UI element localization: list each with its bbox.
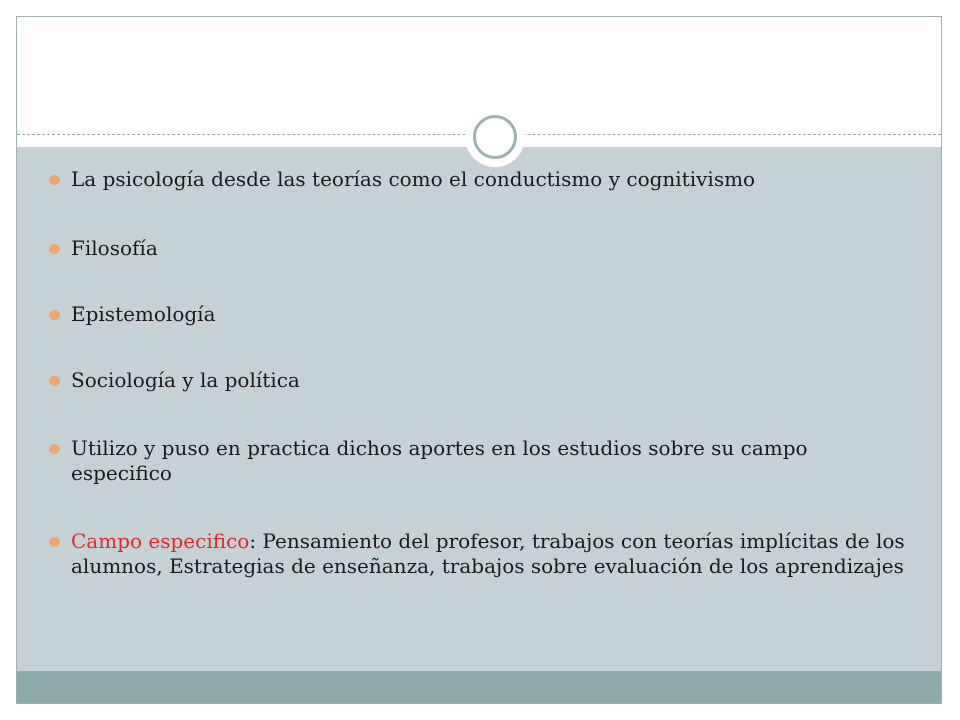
bullet-text: Filosofía: [71, 236, 158, 260]
footer-band: [17, 671, 941, 704]
bullet-text: [71, 529, 911, 579]
bullet-dot-icon: [49, 175, 60, 185]
slide: [16, 16, 942, 704]
bullet-dot-icon: [49, 537, 60, 547]
bullet-dot-icon: [49, 444, 60, 454]
bullet-dot-icon: [49, 376, 60, 386]
detail-text: Pensamiento del profesor, trabajos con teorías implícitas de los alumnos, Estrategias de enseñanza, trabajos sobre evaluación de los aprendizajes: [71, 529, 905, 578]
circle-ring: [473, 115, 517, 159]
bullet-text: La psicología desde las teorías como el conductismo y cognitivismo: [71, 167, 756, 191]
content-area: [17, 147, 941, 671]
bullet-text: Epistemología: [71, 302, 216, 326]
bullet-dot-icon: [49, 310, 60, 320]
bullet-dot-icon: [49, 244, 60, 254]
circle-ornament-icon: [465, 107, 525, 167]
bullet-text: Sociología y la política: [71, 368, 300, 392]
separator-text: :: [249, 529, 257, 553]
bullet-text: Utilizo y puso en practica dichos aportes en los estudios sobre su campo especifico: [71, 436, 808, 485]
highlight-text: Campo especifico: [71, 529, 250, 553]
